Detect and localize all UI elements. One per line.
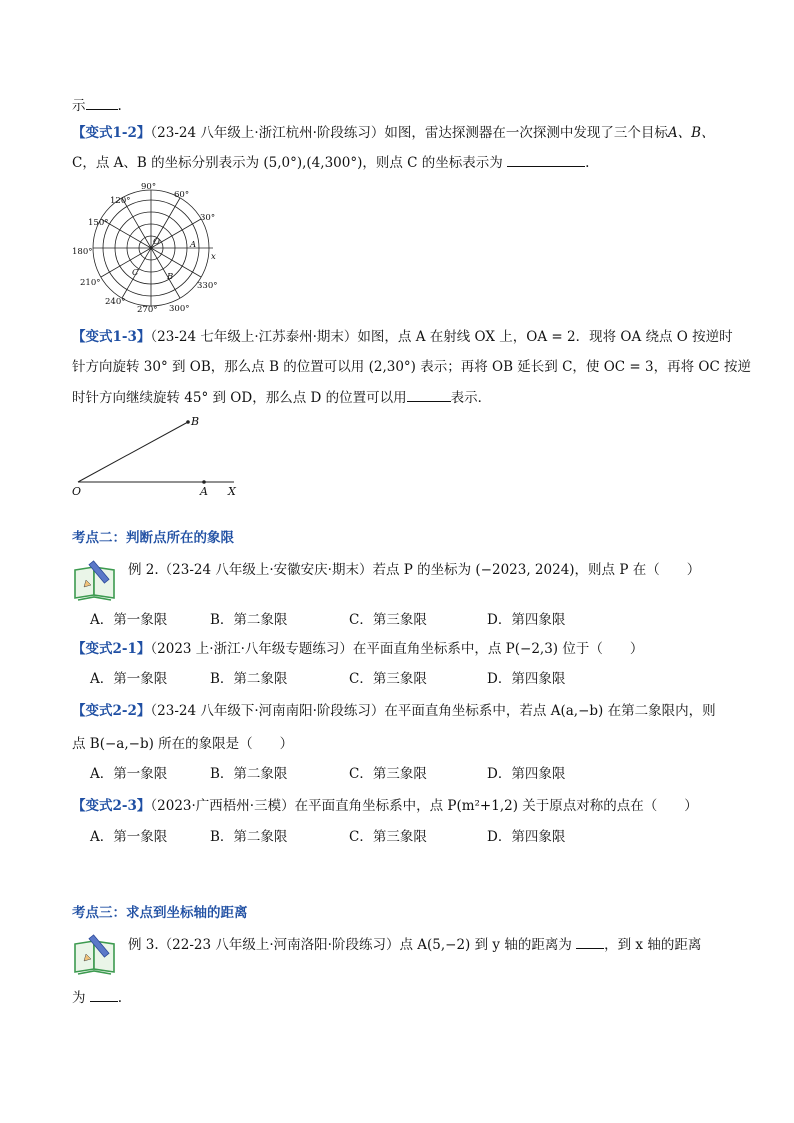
- angle-label: 150°: [88, 218, 109, 228]
- angle-label: 240°: [105, 297, 126, 307]
- option-a[interactable]: A．第一象限: [90, 612, 168, 628]
- option-b[interactable]: B．第二象限: [210, 766, 288, 782]
- point-label: O: [72, 485, 82, 498]
- option-a[interactable]: A．第一象限: [90, 829, 168, 845]
- angle-label: 180°: [72, 247, 93, 257]
- variant-2-3: 【变式2-3】（2023·广西梧州·三模）在平面直角坐标系中，点 P(m²+1,2) 关于原点对称的点在（ ）: [72, 798, 698, 814]
- variant-tag: 【变式2-1】: [72, 641, 151, 657]
- option-c[interactable]: C．第三象限: [349, 612, 427, 628]
- variant-2-2-line2: 点 B(−a,−b) 所在的象限是（ ）: [72, 736, 294, 752]
- variant-2-1: 【变式2-1】（2023 上·浙江·八年级专题练习）在平面直角坐标系中，点 P(−2,3) 位于（ ）: [72, 641, 644, 657]
- option-d[interactable]: D．第四象限: [487, 612, 566, 628]
- variant-2-2-line1: 【变式2-2】（23-24 八年级下·河南南阳·阶段练习）在平面直角坐标系中，若点 A(a,−b) 在第二象限内，则: [72, 703, 716, 719]
- example-2-text: 例 2.（23-24 八年级上·安徽安庆·期末）若点 P 的坐标为 (−2023, 2024)，则点 P 在（ ）: [128, 562, 701, 578]
- book-pencil-icon: [72, 558, 118, 602]
- variant-tag: 【变式2-2】: [72, 703, 151, 719]
- point-label: B: [167, 272, 174, 282]
- angle-label: 60°: [174, 190, 190, 200]
- variant-1-3-line3: 时针方向继续旋转 45° 到 OD，那么点 D 的位置可以用 表示．: [72, 390, 492, 406]
- section-title: 考点二：判断点所在的象限: [72, 530, 234, 546]
- point-label: A: [190, 240, 197, 250]
- variant-tag: 【变式1-2】: [72, 125, 151, 141]
- angle-label: 300°: [169, 304, 190, 314]
- variant-1-3-line1: 【变式1-3】（23-24 七年级上·江苏泰州·期末）如图，点 A 在射线 OX 上，OA = 2．现将 OA 绕点 O 按逆时: [72, 329, 733, 345]
- answer-blank[interactable]: [507, 153, 585, 167]
- variant-1-3-line2: 针方向旋转 30° 到 OB，那么点 B 的位置可以用 (2,30°) 表示；再将 OB 延长到 C，使 OC = 3，再将 OC 按逆: [72, 359, 752, 375]
- option-b[interactable]: B．第二象限: [210, 612, 288, 628]
- answer-blank[interactable]: [576, 935, 604, 949]
- continuation-line: 示 .: [72, 98, 122, 114]
- point-b-dot: [186, 420, 190, 424]
- section-title: 考点三：求点到坐标轴的距离: [72, 905, 248, 921]
- point-a-dot: [202, 480, 206, 484]
- ray-figure: [68, 414, 248, 500]
- option-c[interactable]: C．第三象限: [349, 766, 427, 782]
- option-b[interactable]: B．第二象限: [210, 829, 288, 845]
- variant-1-2-line1: 【变式1-2】（23-24 八年级上·浙江杭州·阶段练习）如图，雷达探测器在一次探测中发现了三个目标A、B、: [72, 125, 715, 141]
- answer-blank[interactable]: [90, 988, 118, 1002]
- point-label: A: [200, 485, 208, 498]
- answer-blank[interactable]: [407, 388, 451, 402]
- option-a[interactable]: A．第一象限: [90, 671, 168, 687]
- angle-label: 120°: [110, 196, 131, 206]
- example-3-line1: 例 3.（22-23 八年级上·河南洛阳·阶段练习）点 A(5,−2) 到 y 轴的距离为 ，到 x 轴的距离: [128, 937, 702, 953]
- point-label: X: [228, 485, 236, 498]
- example-3-line2: 为 .: [72, 990, 123, 1006]
- radar-figure: [72, 180, 232, 318]
- axis-label: x: [211, 252, 216, 262]
- point-label: O: [153, 237, 160, 247]
- point-label: C: [132, 268, 139, 278]
- option-a[interactable]: A．第一象限: [90, 766, 168, 782]
- option-c[interactable]: C．第三象限: [349, 829, 427, 845]
- angle-label: 270°: [137, 305, 158, 315]
- option-d[interactable]: D．第四象限: [487, 829, 566, 845]
- angle-label: 30°: [200, 213, 216, 223]
- option-d[interactable]: D．第四象限: [487, 766, 566, 782]
- option-c[interactable]: C．第三象限: [349, 671, 427, 687]
- variant-tag: 【变式1-3】: [72, 329, 151, 345]
- point-label: B: [191, 415, 200, 428]
- book-pencil-icon: [72, 932, 118, 976]
- option-d[interactable]: D．第四象限: [487, 671, 566, 687]
- angle-label: 330°: [197, 281, 218, 291]
- variant-1-2-line2: C，点 A、B 的坐标分别表示为 (5,0°),(4,300°)，则点 C 的坐标表示为 .: [72, 155, 590, 171]
- answer-blank[interactable]: [86, 96, 118, 110]
- angle-label: 90°: [141, 182, 157, 192]
- angle-label: 210°: [80, 278, 101, 288]
- option-b[interactable]: B．第二象限: [210, 671, 288, 687]
- variant-tag: 【变式2-3】: [72, 798, 151, 814]
